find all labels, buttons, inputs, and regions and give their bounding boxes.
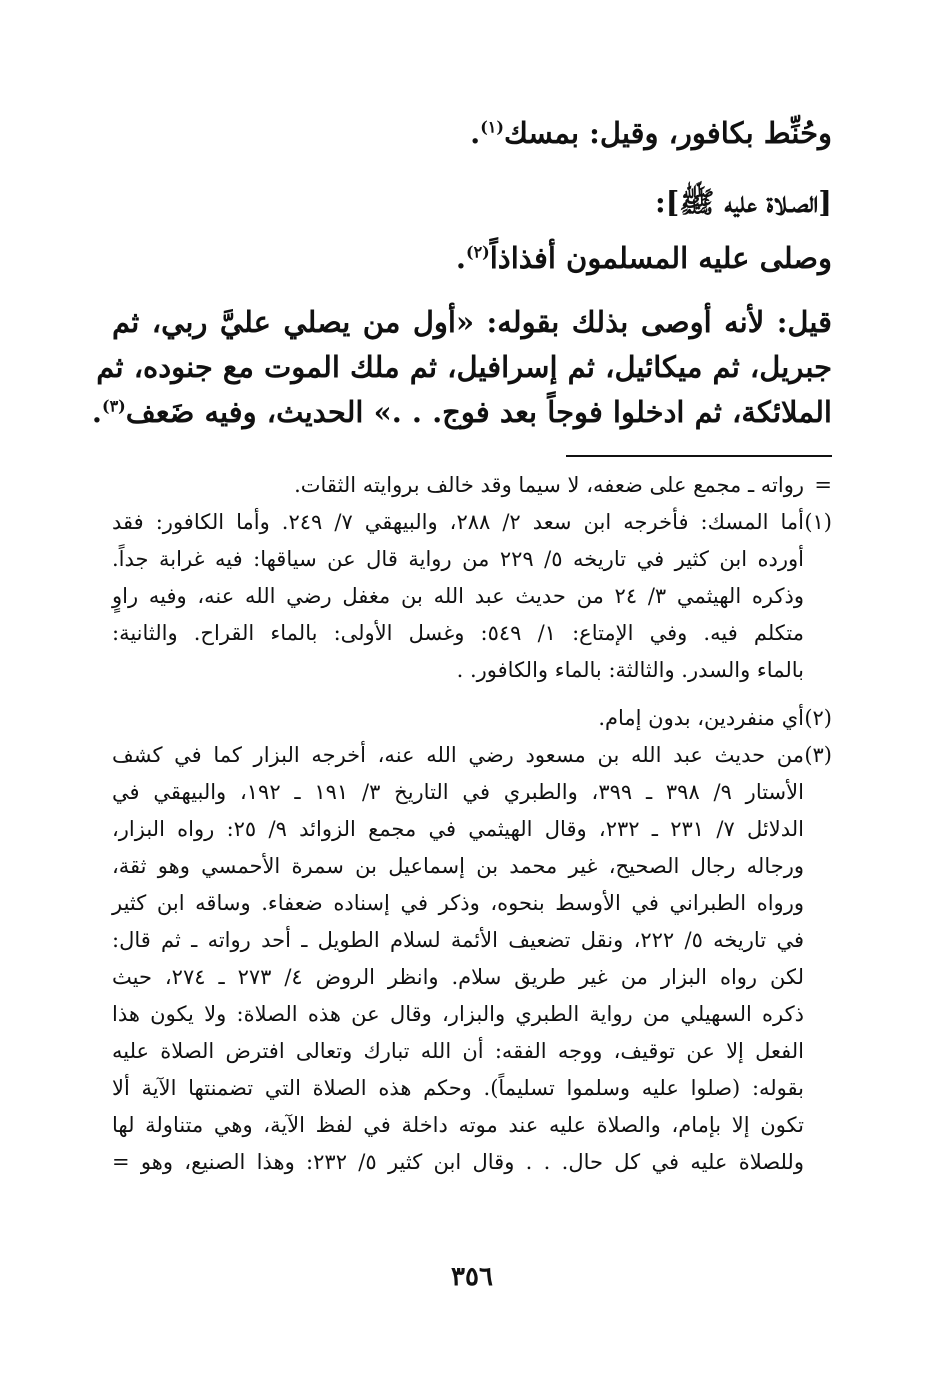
- footnote-1-line: بالماء والسدر. والثالثة: بالماء والكافور. .: [456, 658, 804, 682]
- main-text-line-5: جبريل، ثم ميكائيل، ثم إسرافيل، ثم ملك الموت مع جنوده، ثم: [96, 350, 832, 384]
- footnote-3-line: ورواه الطبراني في الأوسط بنحوه، وذكر في إسناده ضعفاء. وساقه ابن كثير: [112, 891, 804, 915]
- footnote-2-line: أي منفردين، بدون إمام.: [598, 706, 804, 730]
- footnote-continuation: رواته ـ مجمع على ضعفه، لا سيما وقد خالف بروايته الثقات.: [294, 473, 804, 497]
- main-text: الملائكة، ثم ادخلوا فوجاً بعد فوج. . .» الحديث، وفيه ضَعف: [125, 395, 832, 429]
- footnote-3-line: لكن رواه البزار من غير طريق سلام. وانظر الروض ٤/ ٢٧٣ ـ ٢٧٤، حيث: [112, 965, 804, 989]
- footnote-3-line: الأستار ٩/ ٣٩٨ ـ ٣٩٩، والطبري في التاريخ ٣/ ١٩١ ـ ١٩٢، والبيهقي في: [112, 780, 804, 804]
- footnote-3-line: ذكره السهيلي من رواية الطبري والبزار، وقال عن هذه الصلاة: ولا يكون هذا: [112, 1002, 804, 1026]
- footnote-number-1: (١): [804, 510, 832, 534]
- footnote-number-2: (٢): [804, 706, 832, 730]
- main-text-line-6: [91, 395, 832, 429]
- punctuation: .: [91, 395, 102, 429]
- footnote-1-line: وذكره الهيثمي ٣/ ٢٤ من حديث عبد الله بن مغفل رضي الله عنه، وفيه راوٍ: [112, 584, 804, 608]
- main-text: وحُنِّط بكافور، وقيل: بمسك: [503, 116, 832, 150]
- footnote-1-line: أورده ابن كثير في تاريخه ٥/ ٢٢٩ من رواية قال عن سياقها: فيه غرابة جداً.: [112, 547, 804, 571]
- main-text-line-1: [112, 118, 832, 150]
- footnote-1-line: أما المسك: فأخرجه ابن سعد ٢/ ٢٨٨، والبيهقي ٧/ ٢٤٩. وأما الكافور: فقد: [112, 510, 804, 534]
- footnote-ref-1: (١): [480, 117, 504, 137]
- section-heading: [الصـلاة عليه ﷺ]:: [654, 185, 832, 219]
- footnote-divider: [566, 455, 832, 457]
- main-text: وصلى عليه المسلمون أفذاذاً: [489, 241, 832, 275]
- footnote-3-line: وللصلاة عليه في كل حال. . . وقال ابن كثير ٥/ ٢٣٢: وهذا الصنيع، وهو =: [112, 1150, 804, 1174]
- footnote-number-3: (٣): [804, 743, 832, 767]
- continuation-marker: =: [814, 473, 832, 497]
- footnote-3-line: من حديث عبد الله بن مسعود رضي الله عنه، أخرجه البزار كما في كشف: [112, 743, 804, 767]
- punctuation: .: [455, 241, 466, 275]
- footnote-3-line: بقوله: (صلوا عليه وسلموا تسليماً). وحكم هذه الصلاة التي تضمنتها الآية ألا: [112, 1076, 804, 1100]
- main-text-line-3: [112, 243, 832, 275]
- footnote-3-line: في تاريخه ٥/ ٢٢٢، ونقل تضعيف الأئمة لسلام الطويل ـ أحد رواته ـ ثم قال:: [112, 928, 804, 952]
- footnote-3-line: الفعل إلا عن توقيف، ووجه الفقه: أن الله تبارك وتعالى افترض الصلاة عليه: [112, 1039, 804, 1063]
- footnote-3-line: تكون إلا بإمام، والصلاة عليه عند موته داخلة في لفظ الآية، وهي متناولة لها: [112, 1113, 804, 1137]
- footnote-1-line: متكلم فيه. وفي الإمتاع: ١/ ٥٤٩: وغسل الأولى: بالماء القراح. والثانية:: [112, 621, 804, 645]
- punctuation: .: [470, 116, 481, 150]
- main-text-line-4: قيل: لأنه أوصى بذلك بقوله: «أول من يصلي عليَّ ربي، ثم: [112, 305, 832, 339]
- footnote-ref-3: (٣): [102, 396, 126, 416]
- page-number: ٣٥٦: [451, 1262, 493, 1292]
- footnote-3-line: الدلائل ٧/ ٢٣١ ـ ٢٣٢، وقال الهيثمي في مجمع الزوائد ٩/ ٢٥: رواه البزار،: [112, 817, 804, 841]
- footnote-ref-2: (٢): [466, 242, 490, 262]
- footnote-3-line: ورجاله رجال الصحيح، غير محمد بن إسماعيل بن سمرة الأحمسي وهو ثقة،: [112, 854, 804, 878]
